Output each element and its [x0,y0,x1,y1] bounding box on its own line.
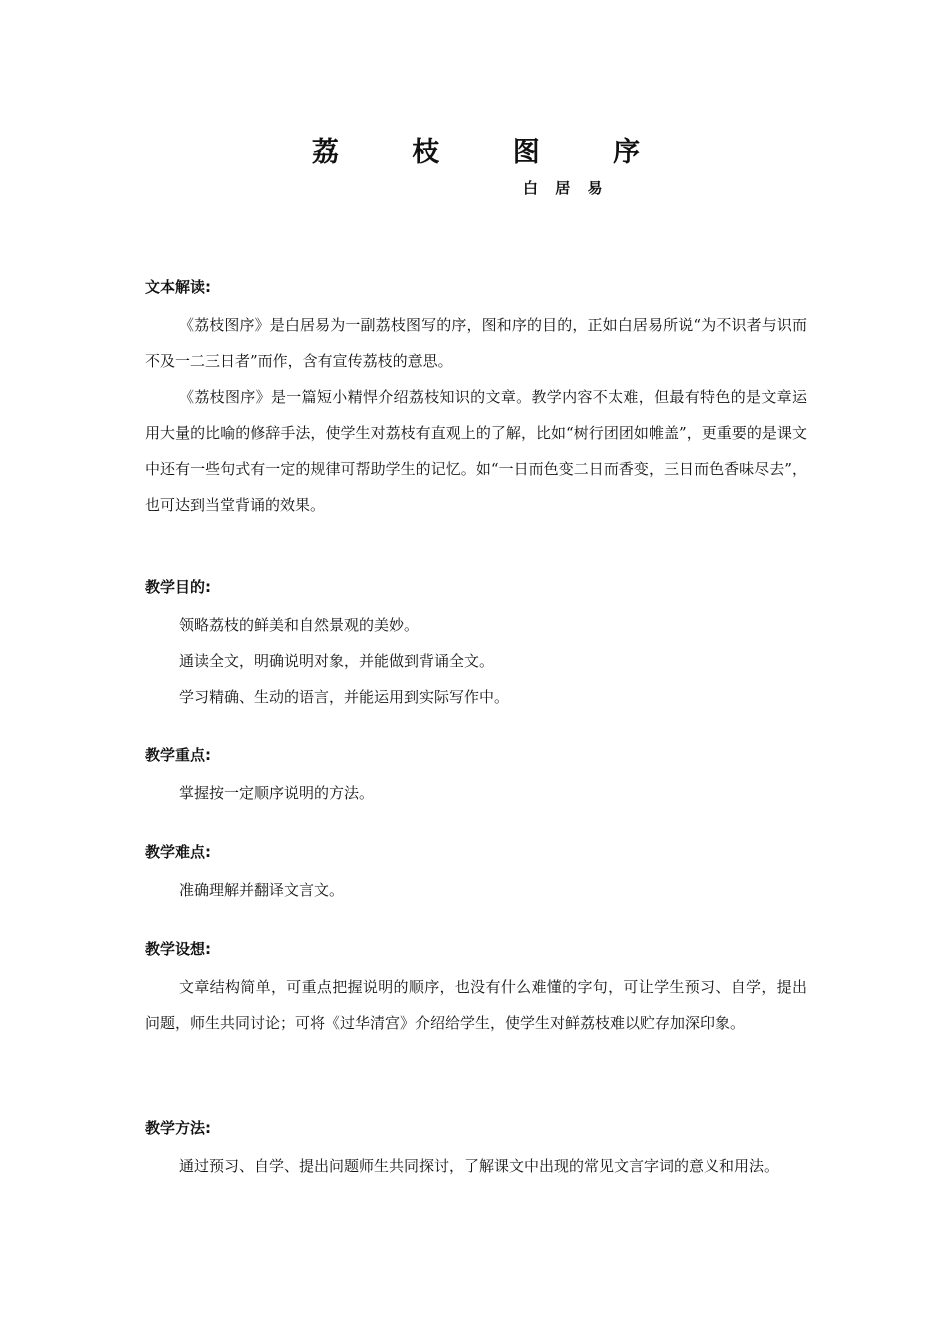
section-interpretation [145,277,807,523]
list-item: 领略荔枝的鲜美和自然景观的美妙。 [179,616,420,634]
document-title: 荔 枝 图 序 [311,137,673,168]
paragraph: 文章结构简单，可重点把握说明的顺序，也没有什么难懂的字句，可让学生预习、自学，提出问题，师生共同讨论；可将《过华清宫》介绍给学生，使学生对鲜荔枝难以贮存加深印象。 [145,978,807,1032]
section-heading: 教学目的: [145,578,211,596]
section-key-points [145,745,807,811]
section-heading: 教学方法: [145,1119,211,1137]
section-difficulties [145,842,807,908]
section-methods [145,1118,807,1184]
list-item: 学习精确、生动的语言，并能运用到实际写作中。 [179,688,510,706]
paragraph: 《荔枝图序》是白居易为一副荔枝图写的序，图和序的目的，正如白居易所说“为不识者与识而不及一二三日者”而作，含有宣传荔枝的意思。 [145,316,807,370]
list-item: 准确理解并翻译文言文。 [179,881,345,899]
document-author: 白 居 易 [523,179,609,197]
section-heading: 教学设想: [145,940,211,958]
section-design [145,939,807,1041]
list-item: 通读全文，明确说明对象，并能做到背诵全文。 [179,652,495,670]
paragraph: 《荔枝图序》是一篇短小精悍介绍荔枝知识的文章。教学内容不太难，但最有特色的是文章运用大量的比喻的修辞手法，使学生对荔枝有直观上的了解，比如“树行团团如帷盖”，更重要的是课文中还有一些句式有一定的规律可帮助学生的记忆。如“一日而色变二日而香变，三日而色香味尽去”，也可达到当堂背诵的效果。 [145,388,807,514]
list-item: 掌握按一定顺序说明的方法。 [179,784,375,802]
section-heading: 教学难点: [145,843,211,861]
section-heading: 文本解读: [145,278,211,296]
section-objectives [145,577,807,715]
section-heading: 教学重点: [145,746,211,764]
paragraph: 通过预习、自学、提出问题师生共同探讨，了解课文中出现的常见文言字词的意义和用法。 [179,1157,780,1175]
